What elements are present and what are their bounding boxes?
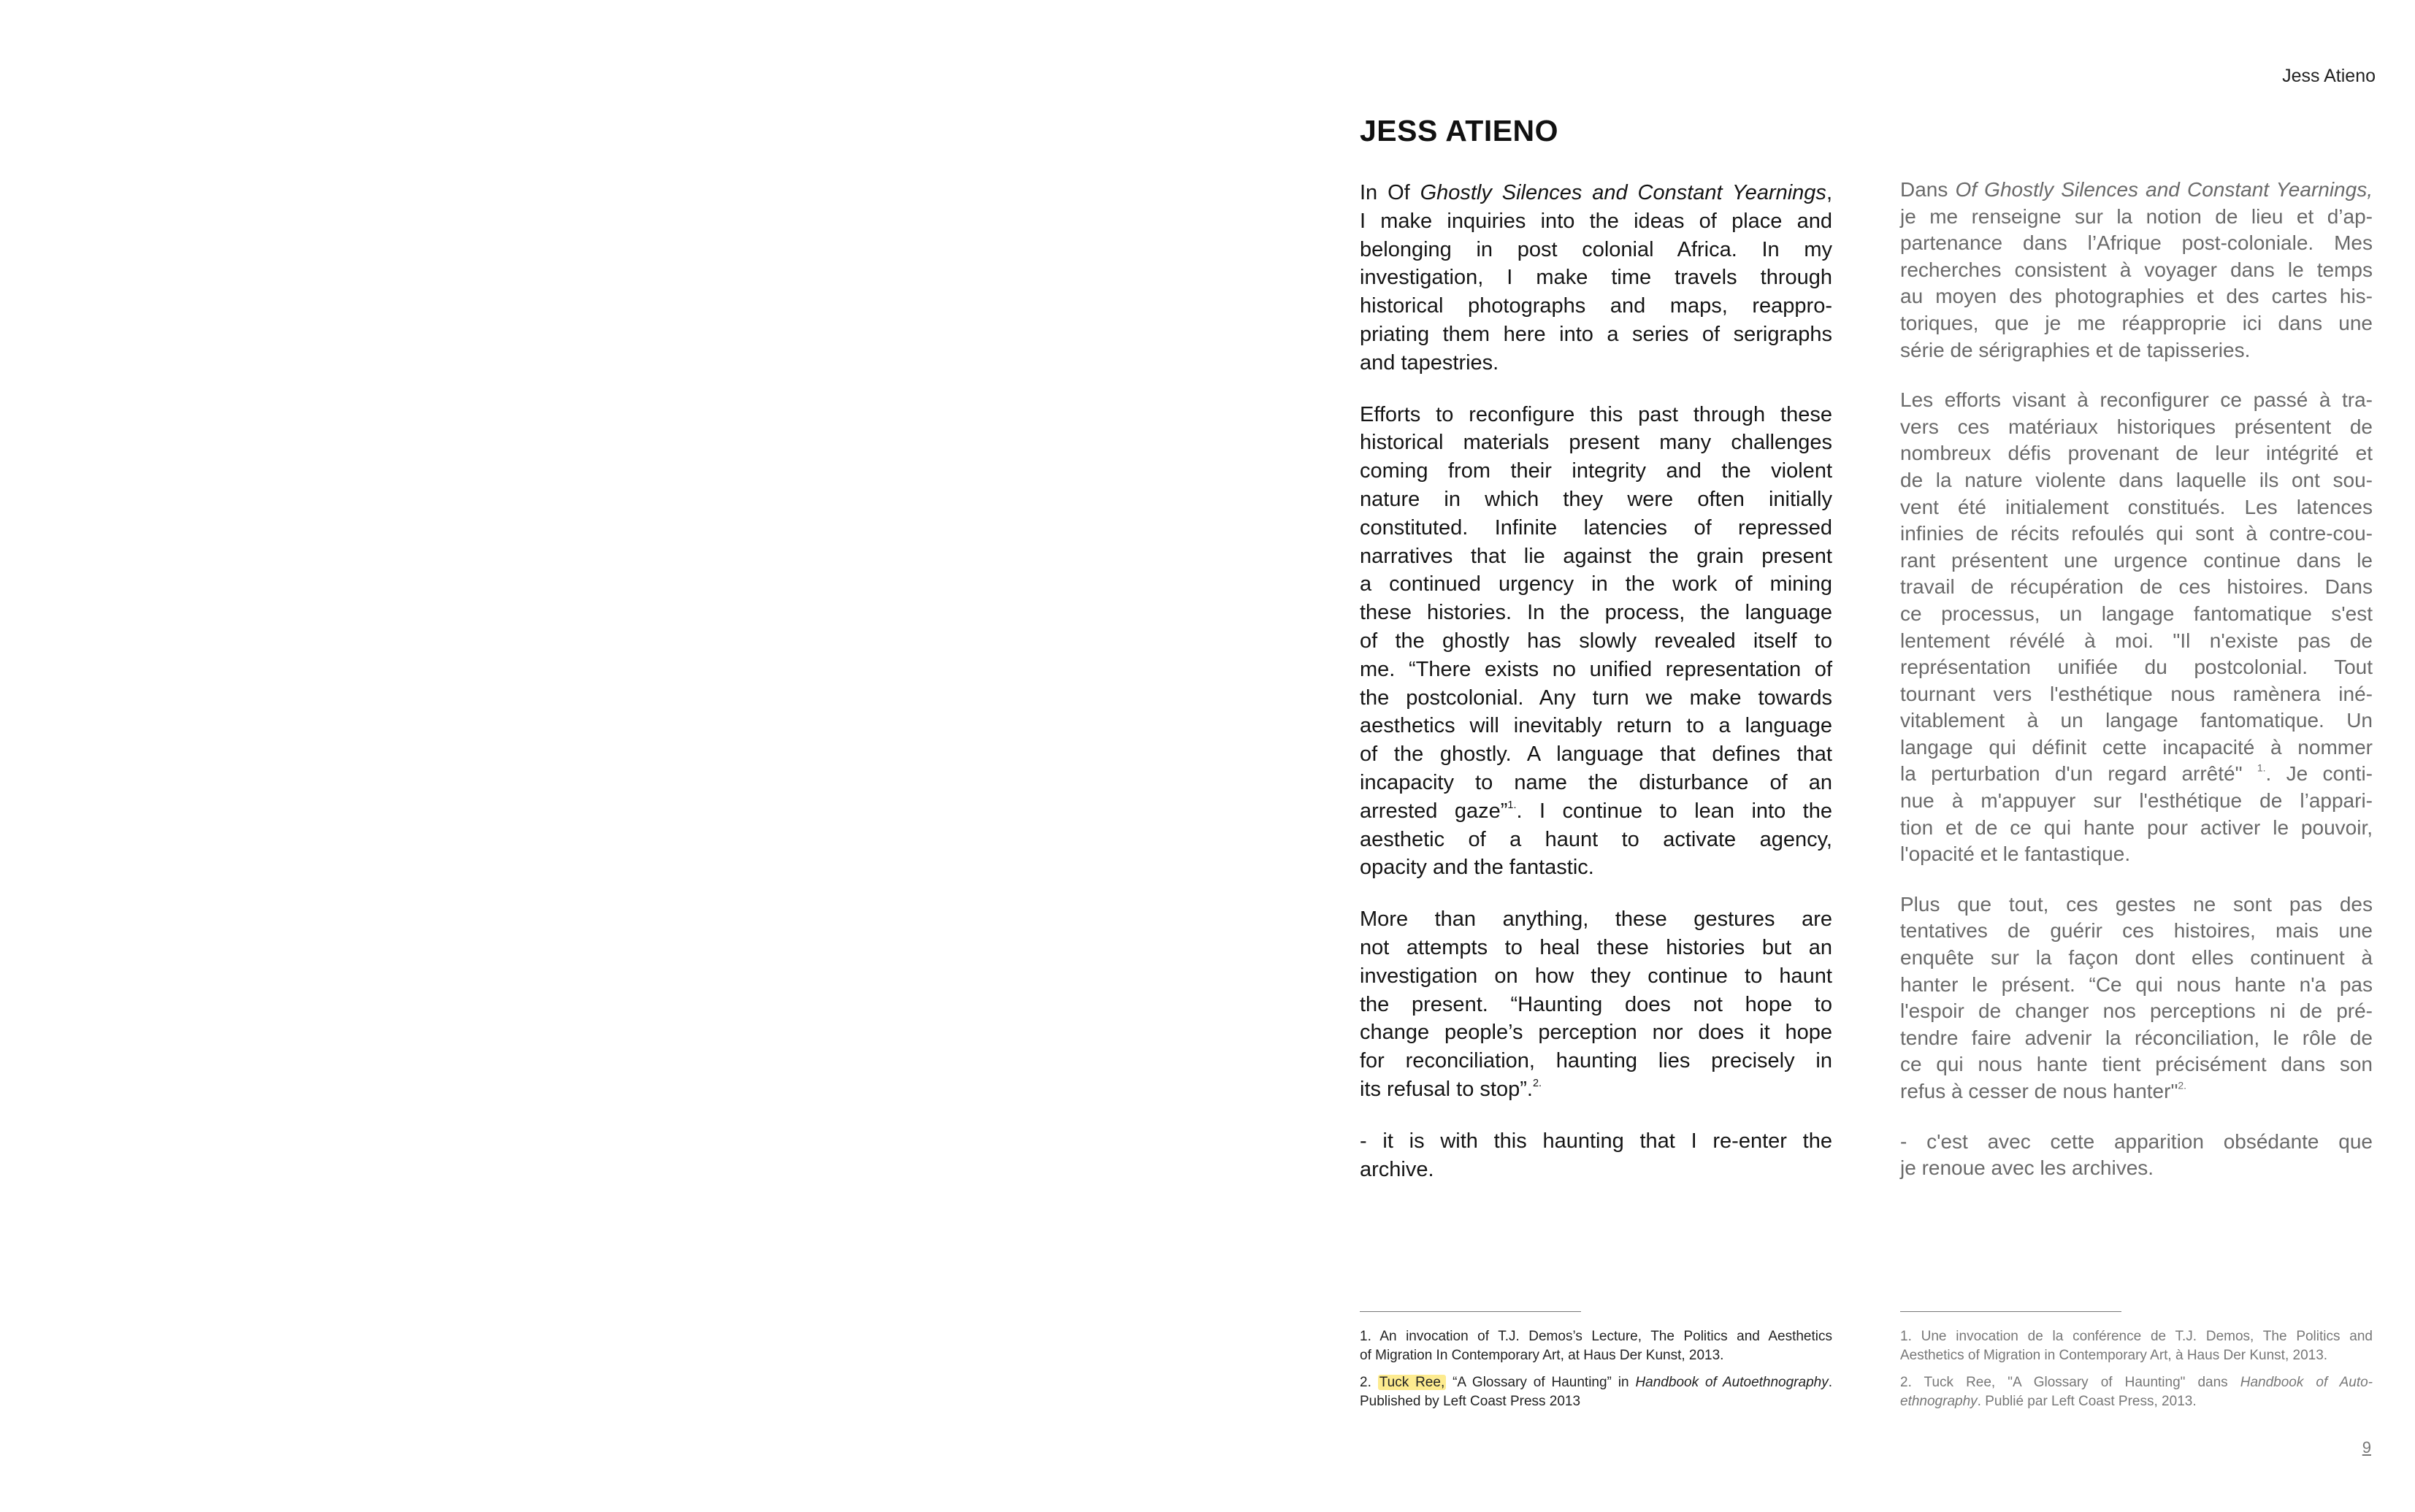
- text-line: historical photographs and maps, reappro-: [1360, 294, 1832, 318]
- french-footnotes: [1900, 1327, 2373, 1419]
- text-line: [1360, 179, 1832, 207]
- text-line: belonging in post colonial Africa. In my: [1360, 237, 1832, 261]
- text-line: infinies de récits refoulés qui sont à contre-cou-: [1900, 522, 2373, 545]
- text-line: nue à m'appuyer sur l'esthétique de l’appari-: [1900, 789, 2373, 813]
- text-run: In Of: [1360, 181, 1420, 204]
- text-line: priating them here into a series of serigraphs: [1360, 322, 1832, 346]
- text-run: 2.: [1360, 1375, 1378, 1391]
- text-line: ce qui nous hante tient précisément dans son: [1900, 1053, 2373, 1076]
- text-line: [1360, 1373, 1832, 1392]
- text-run: refus à cesser de nous hanter": [1900, 1080, 2178, 1102]
- text-line: représentation unifiée du postcolonial. Tout: [1900, 656, 2373, 679]
- text-run: its refusal to stop”.: [1360, 1077, 1533, 1101]
- text-line: for reconciliation, haunting lies precisely in: [1360, 1049, 1832, 1073]
- text-line: narratives that lie against the grain present: [1360, 544, 1832, 568]
- text-line: toriques, que je me réapproprie ici dans une: [1900, 311, 2373, 334]
- text-line: and tapestries.: [1360, 350, 1499, 375]
- text-line: Efforts to reconfigure this past through these: [1360, 402, 1832, 426]
- text-run: . I continue to lean into the: [1516, 799, 1832, 823]
- text-line: tentatives de guérir ces histoires, mais une: [1900, 919, 2373, 943]
- footnote: [1900, 1327, 2373, 1365]
- paragraph: [1360, 1127, 1832, 1184]
- text-line: coming from their integrity and the violent: [1360, 459, 1832, 483]
- italic-text: ethnography: [1900, 1393, 1978, 1409]
- text-line: hanter le présent. “Ce qui nous hante n'a pas: [1900, 972, 2373, 996]
- text-line: ce processus, un langage fantomatique s'est: [1900, 602, 2373, 625]
- text-line: investigation, I make time travels through: [1360, 266, 1832, 290]
- text-line: Les efforts visant à reconfigurer ce passé à tra-: [1900, 388, 2373, 412]
- text-run: . Publié par Left Coast Press, 2013.: [1977, 1393, 2197, 1409]
- text-line: [1360, 1075, 1832, 1104]
- text-line: investigation on how they continue to haunt: [1360, 964, 1832, 988]
- text-line: - it is with this haunting that I re-enter the: [1360, 1129, 1832, 1153]
- text-line: a continued urgency in the work of mining: [1360, 572, 1832, 596]
- text-run: . Je conti-: [2265, 762, 2373, 786]
- text-run: Dans: [1900, 178, 1956, 201]
- text-line: vers ces matériaux historiques présentent de: [1900, 415, 2373, 438]
- text-line: enquête sur la façon dont elles continuent à: [1900, 946, 2373, 970]
- text-line: archive.: [1360, 1157, 1434, 1181]
- text-line: change people’s perception nor does it hope: [1360, 1021, 1832, 1045]
- text-line: nature in which they were often initially: [1360, 487, 1832, 511]
- text-line: constituted. Infinite latencies of repressed: [1360, 515, 1832, 540]
- text-line: [1360, 797, 1832, 826]
- text-line: opacity and the fantastic.: [1360, 856, 1594, 880]
- text-line: 1. Une invocation de la conférence de T.J. Demos, The Politics and: [1900, 1329, 2373, 1344]
- english-column: [1360, 179, 1832, 1207]
- footnote: [1900, 1373, 2373, 1411]
- paragraph: [1360, 905, 1832, 1104]
- page-number: 9: [2362, 1438, 2371, 1457]
- text-line: je renoue avec les archives.: [1900, 1156, 2154, 1180]
- text-line: the present. “Haunting does not hope to: [1360, 992, 1832, 1016]
- italic-text: Ghostly Silences and Constant Yearnings: [1420, 181, 1826, 204]
- text-line: travail de récupération de ces histoires. Dans: [1900, 575, 2373, 599]
- text-run: “A Glossary of Haunting” in: [1446, 1375, 1636, 1391]
- text-line: tendre faire advenir la réconciliation, le rôle de: [1900, 1026, 2373, 1049]
- text-line: partenance dans l’Afrique post-coloniale. Mes: [1900, 231, 2373, 255]
- text-line: de la nature violente dans laquelle ils ont sou-: [1900, 468, 2373, 491]
- paragraph: [1360, 179, 1832, 377]
- paragraph: [1900, 387, 2373, 868]
- footnote: [1360, 1327, 1832, 1365]
- text-line: tion et de ce qui hante pour activer le pouvoir,: [1900, 816, 2373, 839]
- text-line: incapacity to name the disturbance of an: [1360, 770, 1832, 794]
- text-line: the postcolonial. Any turn we make towards: [1360, 686, 1832, 710]
- text-line: je me renseigne sur la notion de lieu et d’ap-: [1900, 204, 2373, 228]
- text-line: of Migration In Contemporary Art, at Haus Der Kunst, 2013.: [1360, 1347, 1724, 1363]
- text-line: me. “There exists no unified representation of: [1360, 657, 1832, 681]
- text-line: nombreux défis provenant de leur intégrité et: [1900, 442, 2373, 465]
- text-run: la perturbation d'un regard arrêté": [1900, 762, 2257, 786]
- paragraph: [1360, 401, 1832, 883]
- text-line: these histories. In the process, the language: [1360, 601, 1832, 625]
- text-line: aesthetic of a haunt to activate agency,: [1360, 827, 1832, 851]
- footnote-divider: [1900, 1311, 2121, 1312]
- english-footnotes: [1360, 1327, 1832, 1419]
- text-line: tournant vers l'esthétique nous ramènera iné-: [1900, 682, 2373, 705]
- footnote-divider: [1360, 1311, 1581, 1312]
- text-line: l'espoir de changer nos perceptions ni de pré-: [1900, 999, 2373, 1023]
- paragraph: [1900, 1129, 2373, 1182]
- text-line: 1. An invocation of T.J. Demos’s Lecture, The Politics and Aesthetics: [1360, 1329, 1832, 1344]
- text-line: rant présentent une urgence continue dans le: [1900, 548, 2373, 572]
- text-line: Plus que tout, ces gestes ne sont pas des: [1900, 892, 2373, 916]
- text-line: série de sérigraphies et de tapisseries.: [1900, 338, 2251, 361]
- text-line: lentement révélé à moi. "Il n'existe pas de: [1900, 629, 2373, 652]
- highlighted-text: Tuck Ree,: [1379, 1375, 1445, 1391]
- footnote-ref: 2.: [1532, 1077, 1542, 1089]
- text-line: vitablement à un langage fantomatique. Un: [1900, 709, 2373, 732]
- text-line: [1900, 1373, 2373, 1392]
- text-line: recherches consistent à voyager dans le temps: [1900, 258, 2373, 281]
- text-line: I make inquiries into the ideas of place and: [1360, 209, 1832, 233]
- paragraph: [1900, 891, 2373, 1105]
- text-run: 2. Tuck Ree, "A Glossary of Haunting" dans: [1900, 1375, 2240, 1391]
- italic-text: Handbook of Autoethnography: [1635, 1375, 1829, 1391]
- text-line: of the ghostly. A language that defines that: [1360, 742, 1832, 767]
- text-line: [1900, 1392, 2373, 1411]
- footnote: [1360, 1373, 1832, 1411]
- text-line: More than anything, these gestures are: [1360, 907, 1832, 932]
- text-line: Published by Left Coast Press 2013: [1360, 1393, 1581, 1409]
- text-line: aesthetics will inevitably return to a language: [1360, 714, 1832, 738]
- footnote-ref: 2.: [2178, 1079, 2187, 1091]
- text-line: [1900, 761, 2373, 788]
- italic-text: Of Ghostly Silences and Constant Yearnings,: [1955, 178, 2373, 201]
- footnote-ref: 1.: [2257, 761, 2266, 774]
- text-line: not attempts to heal these histories but an: [1360, 935, 1832, 959]
- text-line: vent été initialement constitués. Les latences: [1900, 495, 2373, 518]
- footnote-ref: 1.: [1507, 799, 1517, 811]
- text-line: of the ghostly has slowly revealed itself to: [1360, 629, 1832, 653]
- paragraph: [1900, 177, 2373, 364]
- page-title: JESS ATIENO: [1360, 114, 1559, 147]
- text-run: .: [1828, 1375, 1832, 1391]
- text-line: langage qui définit cette incapacité à nommer: [1900, 735, 2373, 759]
- running-head: Jess Atieno: [2282, 66, 2376, 86]
- text-line: [1900, 177, 2373, 204]
- french-column: [1900, 177, 2373, 1205]
- text-line: historical materials present many challenges: [1360, 431, 1832, 455]
- text-line: au moyen des photographies et des cartes his-: [1900, 285, 2373, 308]
- text-line: Aesthetics of Migration in Contemporary Art, à Haus Der Kunst, 2013.: [1900, 1347, 2328, 1363]
- text-line: [1900, 1078, 2373, 1105]
- text-run: arrested gaze”: [1360, 799, 1508, 823]
- italic-text: Handbook of Auto-: [2240, 1375, 2373, 1391]
- text-line: - c'est avec cette apparition obsédante que: [1900, 1129, 2373, 1153]
- text-line: l'opacité et le fantastique.: [1900, 843, 2131, 866]
- text-run: ,: [1826, 181, 1832, 204]
